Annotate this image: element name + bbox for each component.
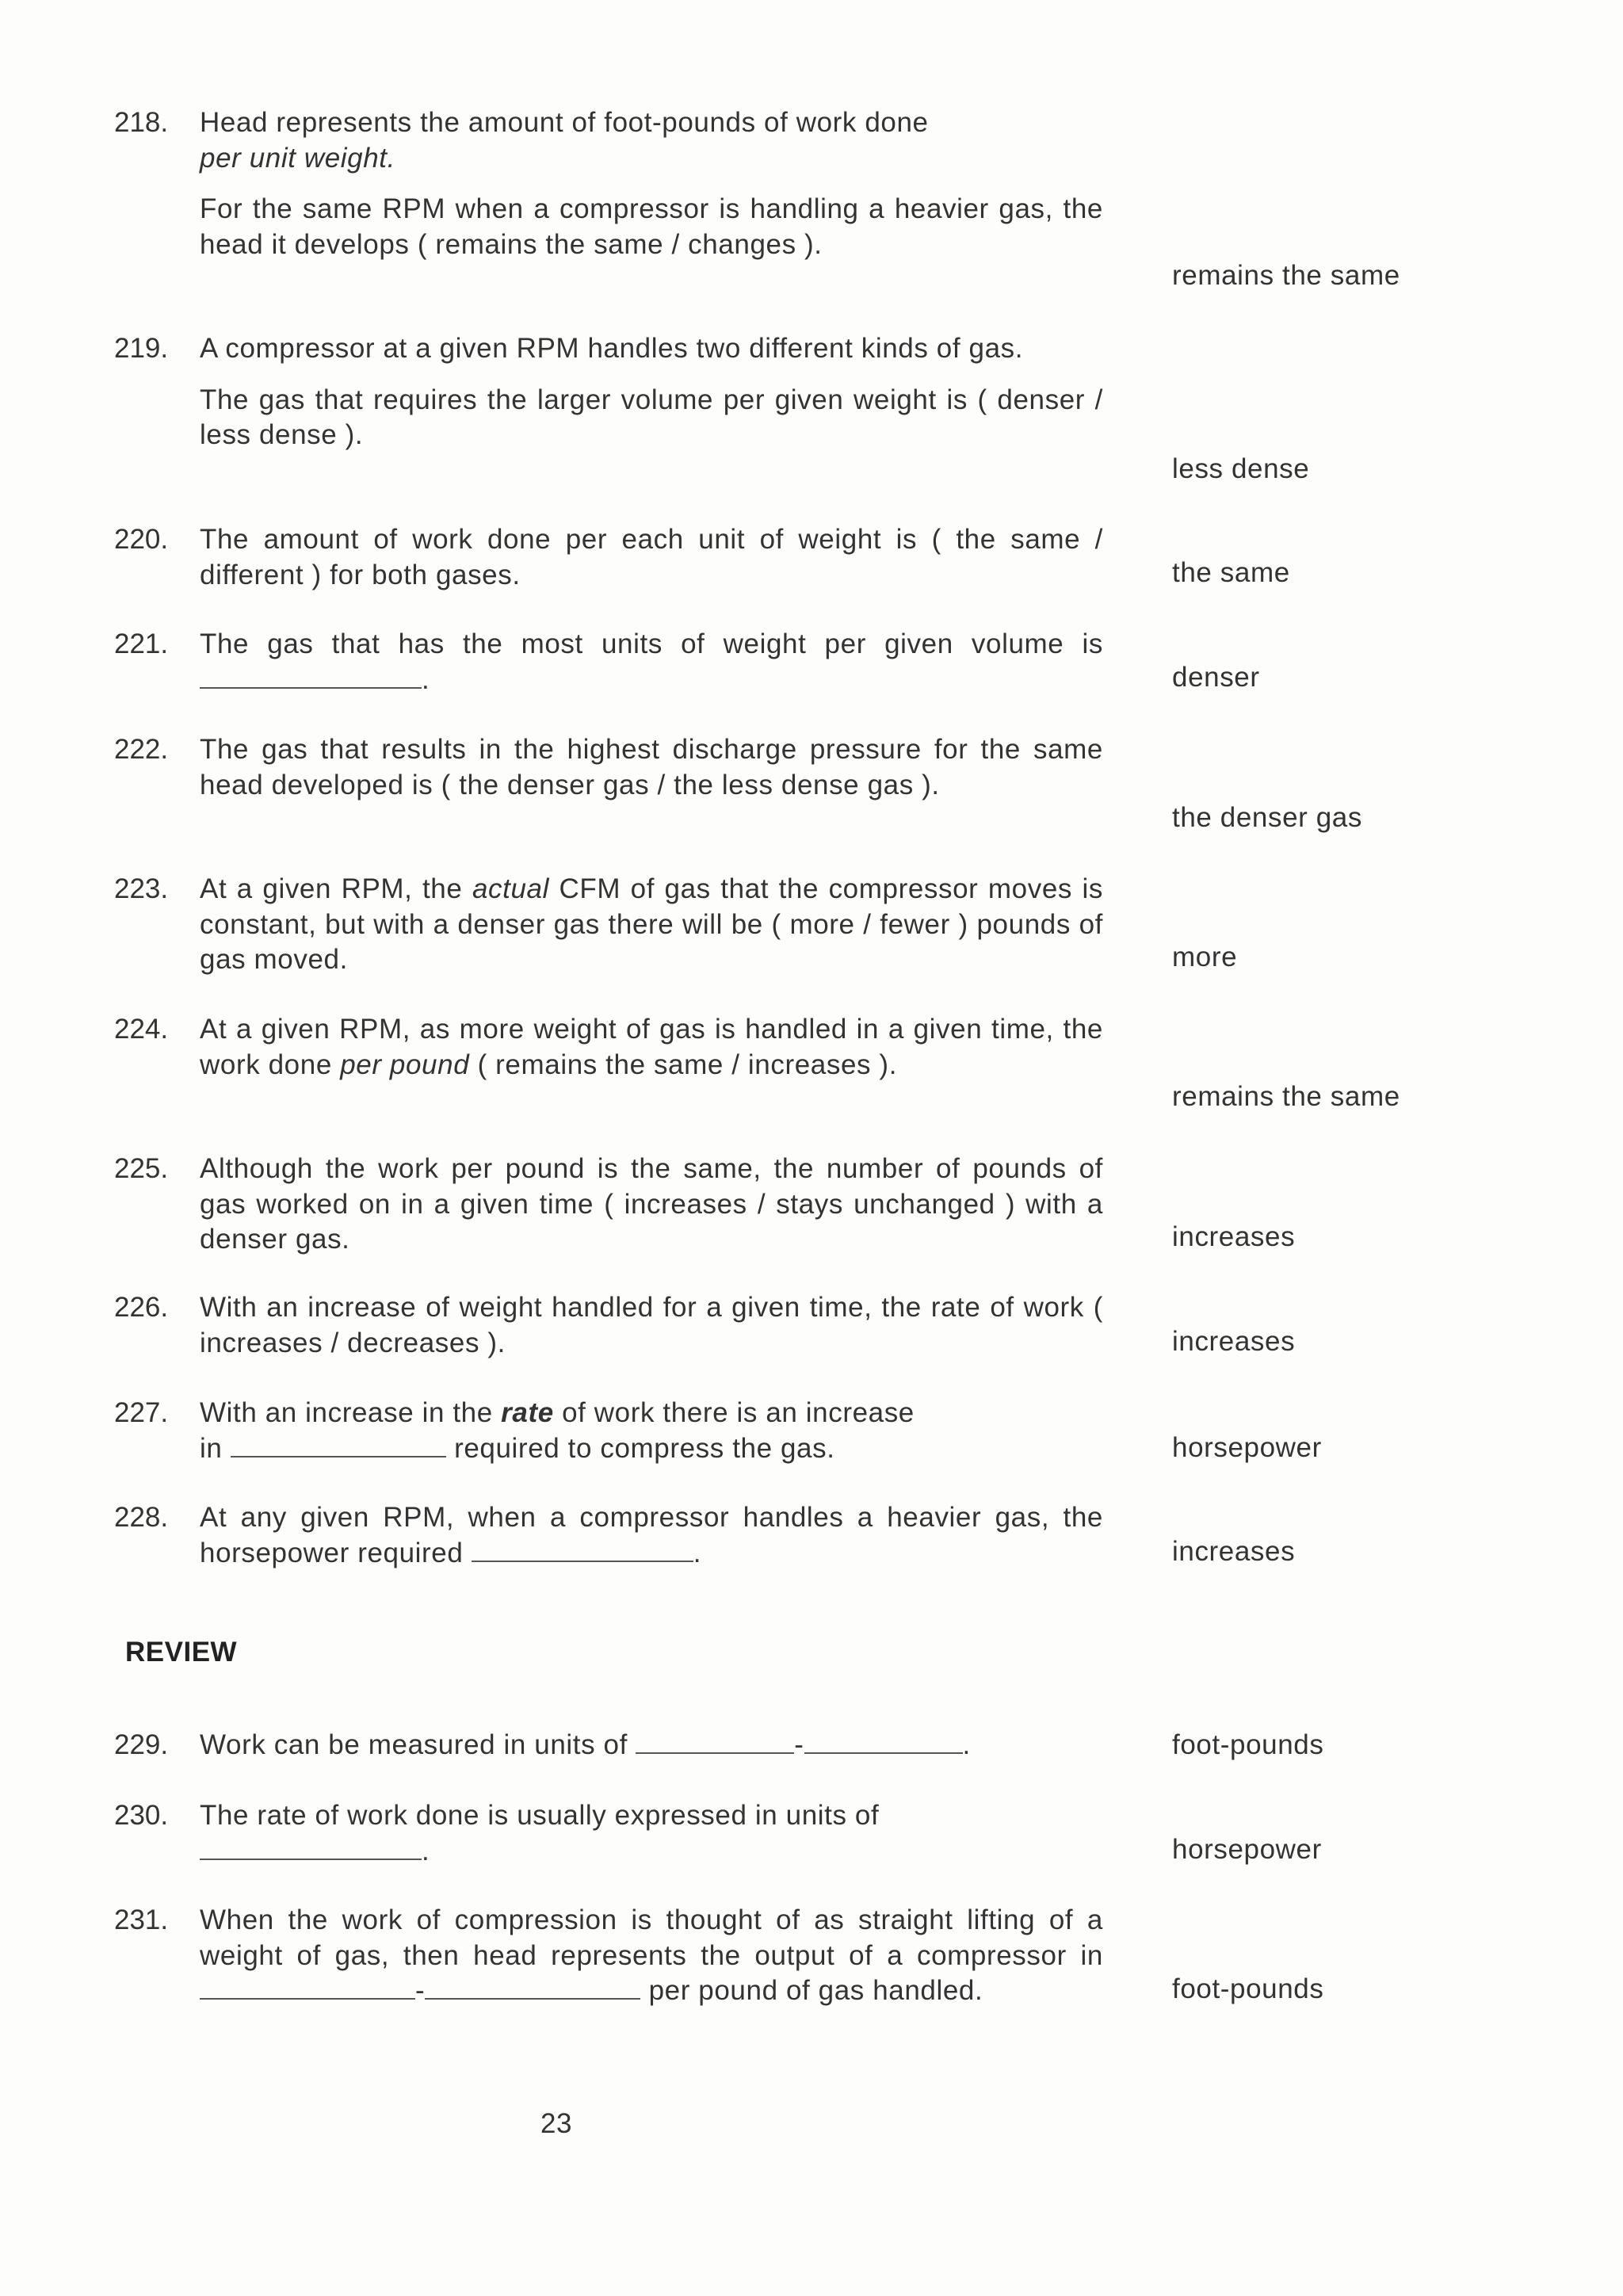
text-run: - [415,1975,426,2006]
question-text: A compressor at a given RPM handles two different kinds of gas. [200,333,1024,364]
question-body [200,872,1103,978]
question-number: 224. [114,1014,169,1045]
answer-text: more [1172,942,1238,972]
question-text [200,105,1103,176]
answer-blank[interactable] [425,1977,640,2000]
question-prompt [200,1903,1103,2009]
answer-text: foot-pounds [1172,1729,1324,1760]
text-run: At a given RPM, the [200,873,463,904]
question-body [200,1728,1103,1763]
text-run: When the work of compression is thought of as straight lifting of a weight of gas, then head represents the output of a compressor in [200,1904,1103,1971]
question-number: 220. [114,524,169,555]
answer-text: the same [1172,557,1290,588]
question-body [200,1396,1103,1466]
question-prompt: With an increase of weight handled for a given time, the rate of work ( increases / decreases ). [200,1292,1103,1358]
answer-text: denser [1172,662,1260,693]
question-body [200,1152,1103,1258]
question-body [200,1903,1103,2009]
question-number: 223. [114,873,169,904]
text-run: Work can be measured in units of [200,1729,628,1760]
text-run: - [794,1729,804,1760]
question-body [200,1500,1103,1571]
question-body [200,627,1103,697]
answer-blank[interactable] [804,1732,963,1754]
question-prompt [200,1396,1103,1466]
review-heading: REVIEW [125,1637,238,1668]
text-run: . [422,663,430,695]
question-number: 226. [114,1292,169,1323]
text-run: With an increase in the [200,1397,493,1428]
question-prompt: The amount of work done per each unit of weight is ( the same / different ) for both gases. [200,524,1103,590]
question-number: 225. [114,1153,169,1184]
answer-text: increases [1172,1536,1296,1567]
text-run: in [200,1432,223,1464]
question-number: 229. [114,1729,169,1760]
text-run: At a given RPM, as more weight of gas is handled in a given time, the work done [200,1014,1103,1080]
text-run: ( remains the same / increases ). [477,1049,898,1080]
answer-text: less dense [1172,453,1310,484]
question-number: 231. [114,1904,169,1935]
text-run: At any given RPM, when a compressor handles a heavier gas, the horsepower required [200,1502,1103,1568]
text-run: required to compress the gas. [454,1432,835,1464]
italic-text: rate [501,1397,554,1428]
answer-text: horsepower [1172,1834,1322,1865]
text-run: . [962,1729,971,1760]
question-prompt [200,627,1103,697]
question-prompt: For the same RPM when a compressor is handling a heavier gas, the head it develops ( remains the same / changes ). [200,193,1103,260]
italic-text: per pound [340,1049,470,1080]
answer-blank[interactable] [472,1540,693,1562]
answer-blank[interactable] [231,1435,446,1457]
answer-text: remains the same [1172,260,1400,291]
question-number: 218. [114,107,169,138]
answer-blank[interactable] [200,1838,422,1860]
italic-text: per unit weight. [200,142,395,174]
question-body [200,1012,1103,1083]
question-prompt: Although the work per pound is the same, the number of pounds of gas worked on in a given time ( increases / stays unchanged ) with a denser gas. [200,1153,1103,1255]
text-run: . [422,1835,430,1866]
question-prompt [200,872,1103,978]
question-prompt [200,1012,1103,1083]
question-number: 221. [114,628,169,659]
answer-blank[interactable] [200,667,422,689]
answer-text: foot-pounds [1172,1973,1324,2004]
text-run: Head represents the amount of foot-pounds of work done [200,107,929,138]
question-body [200,331,1103,453]
question-body [200,105,1103,262]
text-run: . [693,1537,702,1568]
question-body [200,522,1103,593]
question-body [200,1798,1103,1869]
italic-text: actual [472,873,549,904]
answer-blank[interactable] [200,1977,415,2000]
question-number: 222. [114,734,169,765]
answer-text: remains the same [1172,1081,1400,1112]
question-number: 227. [114,1397,169,1428]
question-prompt [200,1500,1103,1571]
answer-text: increases [1172,1221,1296,1252]
page-number: 23 [540,2108,572,2139]
text-run: The rate of work done is usually expressed in units of [200,1800,880,1831]
question-prompt: The gas that requires the larger volume per given weight is ( denser / less dense ). [200,384,1103,450]
question-body [200,732,1103,803]
answer-text: increases [1172,1326,1296,1357]
answer-blank[interactable] [636,1732,794,1754]
text-run: CFM of gas that the compressor moves is constant, but with a denser gas there will be ( more / fewer ) pounds of gas moved. [200,873,1104,975]
text-run: of work there is an increase [562,1397,915,1428]
answer-text: horsepower [1172,1432,1322,1463]
question-body [200,1290,1103,1361]
question-prompt: The gas that results in the highest discharge pressure for the same head developed is ( the denser gas / the less dense gas ). [200,734,1103,800]
question-number: 219. [114,333,169,364]
question-number: 228. [114,1502,169,1533]
question-number: 230. [114,1800,169,1831]
question-prompt [200,1798,1103,1869]
answer-text: the denser gas [1172,802,1362,833]
question-prompt [200,1728,1103,1763]
text-run: per pound of gas handled. [648,1975,983,2006]
text-run: The gas that has the most units of weight per given volume is [200,628,1103,659]
